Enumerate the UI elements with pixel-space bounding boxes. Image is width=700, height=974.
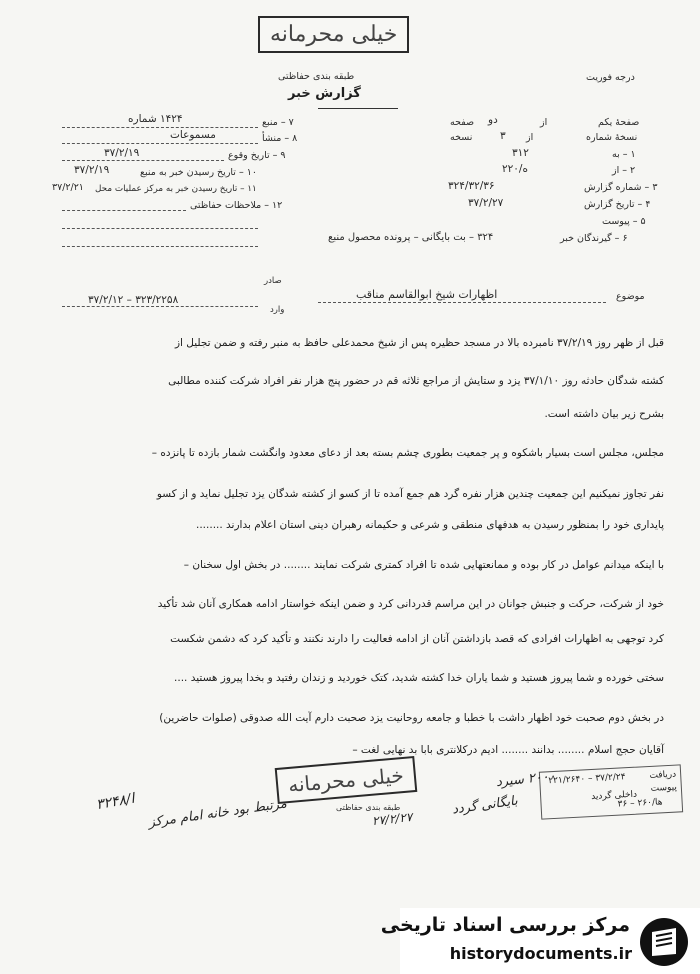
field-origin-line: [62, 143, 258, 144]
field-source-label: ۷ – منبع: [262, 117, 294, 128]
classification-stamp: [258, 16, 409, 53]
field-report-date-label: ۴ – تاریخ گزارش: [584, 199, 651, 210]
field-origin-label: ۸ – منشأ: [262, 133, 298, 144]
field-from-value: ۲۲۰/ه: [502, 163, 528, 175]
archive-watermark: [380, 908, 700, 974]
subject-label: موضوع: [616, 291, 645, 302]
handwritten-note-d: مرتبط بود خانه امام مرکز: [147, 796, 288, 831]
watermark-title: مرکز بررسی اسناد تاریخی: [380, 914, 630, 936]
field-page-value: دو: [488, 114, 498, 126]
body-line: آقایان حجج اسلام ........ بدانند ........ ادیم درکلانتری بابا بد نهایی لغت –: [352, 744, 664, 756]
body-line: کرد توجهی به اظهارات افرادی که قصد بازداشتن آنان از ادامه فعالیت را دارند نکنند و تأکید کرد که دشمن شکست: [170, 633, 664, 645]
field-center-receipt-value: ۳۷/۲/۲۱: [52, 182, 84, 193]
field-report-no-value: ۳۲۴/۳۲/۳۶: [448, 180, 495, 192]
field-copy-suffix: نسخه: [450, 132, 473, 143]
body-line: با اینکه میدانم عوامل در کار بوده و ممانعتهایی شده تا افراد کمتری شرکت نمایند ........ در بخش اول سخنان –: [183, 559, 664, 571]
subject-line: [318, 302, 606, 303]
field-source-receipt-value: ۳۷/۲/۱۹: [74, 164, 110, 176]
watermark-url: historydocuments.ir: [449, 944, 632, 963]
registration-box: [539, 764, 683, 819]
field-origin-value: مسموعات: [170, 129, 216, 141]
field-occurrence-date-label: ۹ – تاریخ وقوع: [228, 150, 286, 161]
classification-label: طبقه بندی حفاظتی: [278, 71, 355, 82]
field-from-label: ۲ – از: [612, 165, 636, 176]
field-page-suffix: صفحه: [450, 117, 475, 128]
field-source-value: ۱۴۲۴ شماره: [128, 113, 183, 125]
field-source-receipt-label: ۱۰ – تاریخ رسیدن خبر به منبع: [140, 167, 257, 178]
field-recipients-label: ۶ – گیرندگان خبر: [560, 233, 628, 244]
body-line: در بخش دوم صحبت خود اظهار داشت با خطبا و جامعه روحانیت یزد صحبت دارم آیت الله صدوقی (صلوات حاضرین): [159, 712, 664, 724]
field-blank-line-2: [62, 246, 258, 247]
body-line: کشته شدگان حادثه روز ۳۷/۱/۱۰ یزد و ستایش از مراجع ثلاثه قم در حضور پنج هزار نفر افراد شرکت کننده مطالبی: [168, 375, 664, 387]
field-center-receipt-label: ۱۱ – تاریخ رسیدن خبر به مرکز عملیات محل: [95, 184, 257, 194]
field-page-mid: از: [540, 117, 548, 128]
header-rule: [318, 108, 398, 109]
field-to-value: ۳۱۲: [512, 147, 529, 159]
body-line: پایداری خود را بمنظور رسیدن به هدفهای منطقی و شرعی و حکیمانه رهبران دینی استان اعلام بدارند ........: [196, 519, 664, 531]
subject-sader-label: صادر: [264, 276, 282, 286]
registration-label-internal: داخلی گردید: [590, 789, 638, 803]
registration-label-attachment: پیوست: [650, 782, 678, 794]
field-security-notes-line: [62, 210, 186, 211]
handwritten-note-b: بایگانی گردد: [451, 793, 519, 818]
classification-stamp-text: خیلی محرمانه: [270, 22, 398, 47]
bottom-classification-stamp: [275, 756, 417, 804]
registration-row1: ۲۲۱/۲۶۴۰ – ۳۷/۲/۲۴: [548, 772, 626, 787]
body-line: خود از شرکت، حرکت و جنبش جوانان در این مراسم قدردانی کرد و ضمن اینکه خواستار ادامه همکاری آنان شد تأکید: [157, 598, 664, 610]
body-line: مجلس، مجلس است بسیار باشکوه و پر جمعیت بطوری چشم بسته بعد از دعای معدود وانگشت شمار بازده تا پانزده –: [151, 447, 664, 459]
subject-number-line: [62, 306, 258, 307]
field-source-line: [62, 127, 258, 128]
registration-row2: ۳۶ – ۲۶۰/ها: [617, 797, 663, 810]
body-line: نفر تجاوز نمیکنیم این جمعیت چندین هزار نفره گرد هم جمع آمده تا از کسو از کشته شدگان یزد تجلیل نماید و از کسو: [156, 488, 664, 500]
field-page-label: صفحهٔ یکم: [598, 117, 640, 128]
subject-vared-label: وارد: [270, 305, 285, 315]
field-security-notes-label: ۱۲ – ملاحظات حفاظتی: [190, 200, 283, 211]
handwritten-note-a: ۲۰۰۰ سیرد: [495, 768, 557, 791]
body-line: بشرح زیر بیان داشته است.: [544, 408, 664, 420]
body-line: قبل از ظهر روز ۳۷/۲/۱۹ نامبرده بالا در مسجد حظیره پس از شیخ محمدعلی حافظ به منبر رفته و ضمن تجلیل از: [174, 337, 664, 349]
handwritten-note-e: ا/۳۲۴۸: [94, 790, 136, 814]
body-line: سختی خورده و شما پیروز هستید و شما یاران خدا کشته شدید، کتک خوردید و زندان رفتید و بخدا پیروز هستید ....: [174, 672, 664, 684]
registration-label-receive: دریافت: [649, 769, 677, 781]
report-title: گزارش خبر: [288, 86, 361, 101]
priority-label: درجه فوریت: [586, 72, 635, 83]
field-occurrence-date-value: ۳۷/۲/۱۹: [104, 147, 140, 159]
field-recipients-value: ۳۲۴ – بت بایگانی – پرونده محصول منبع: [328, 232, 494, 243]
archive-logo-icon: [638, 916, 690, 968]
field-occurrence-date-line: [62, 160, 224, 161]
subject-number: ۳۷/۲/۱۲ – ۳۲۳/۲۲۵۸: [88, 294, 179, 306]
field-copy-label: نسخهٔ شماره: [586, 132, 638, 143]
subject-text: اظهارات شیخ ابوالقاسم مناقب: [356, 288, 498, 301]
field-attachment-label: ۵ – پیوست: [602, 216, 646, 227]
handwritten-note-c: ۲۷/۲/۲۷: [371, 809, 413, 829]
field-copy-mid: از: [526, 132, 534, 143]
bottom-stamp-sub: طبقه بندی حفاظتی: [336, 803, 401, 812]
field-report-no-label: ۳ – شماره گزارش: [584, 182, 658, 193]
field-report-date-value: ۳۷/۲/۲۷: [468, 197, 504, 209]
field-copy-value: ۳: [500, 130, 506, 142]
field-blank-line-1: [62, 228, 258, 229]
field-to-label: ۱ – به: [612, 149, 636, 160]
bottom-stamp-text: خیلی محرمانه: [287, 762, 405, 798]
